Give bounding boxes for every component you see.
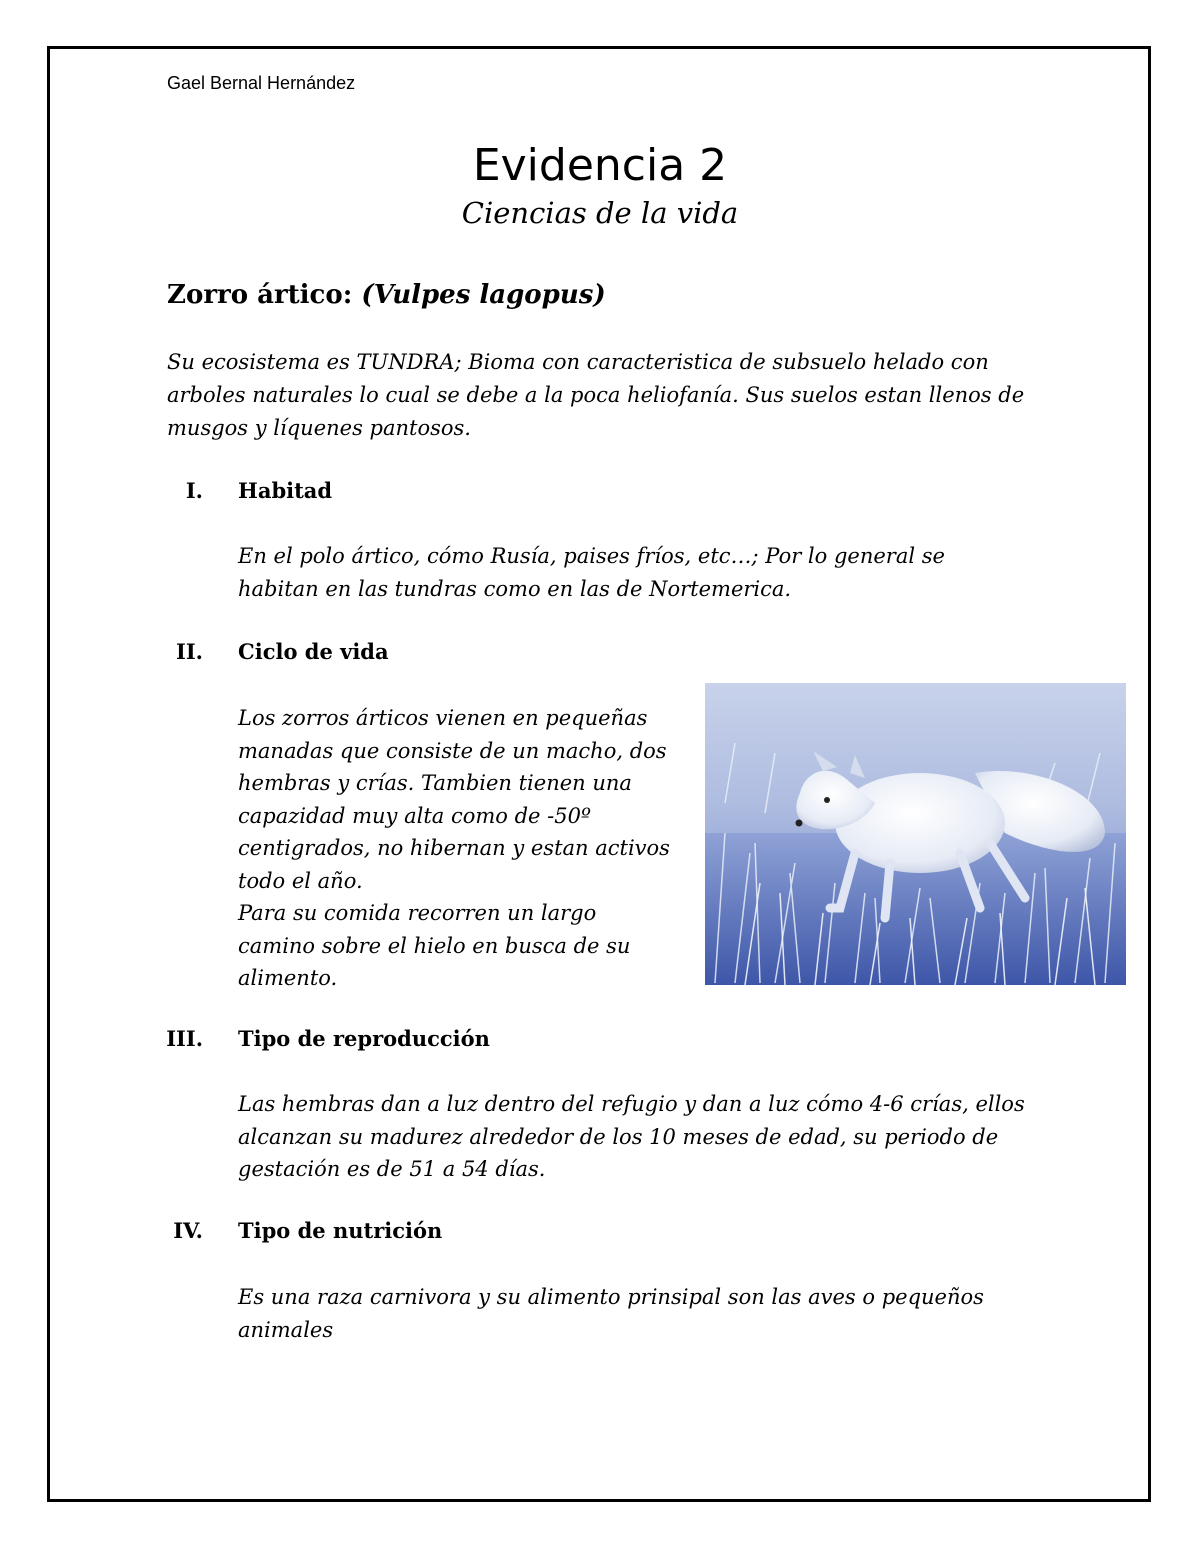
section-body-ciclo-de-vida: [238, 702, 678, 995]
section-body-habitad: En el polo ártico, cómo Rusía, paises fríos, etc…; Por lo general se habitan en las tundras como en las de Nortemerica.: [238, 544, 945, 601]
section-title-habitad: Habitad: [238, 478, 333, 503]
section-title-ciclo-de-vida: Ciclo de vida: [238, 639, 389, 664]
section-body-nutricion: Es una raza carnivora y su alimento prinsipal son las aves o pequeños animales: [238, 1285, 984, 1342]
ciclo-paragraph-1: Los zorros árticos vienen en pequeñas manadas que consiste de un macho, dos hembras y crías. Tambien tienen una capazidad muy alta como de -50º centigrados, no hibernan y estan activos todo el año.: [238, 706, 670, 893]
species-heading: [167, 280, 606, 310]
document-title: Evidencia 2: [472, 140, 728, 191]
species-common-name: Zorro ártico:: [167, 280, 353, 310]
section-title-nutricion: Tipo de nutrición: [238, 1218, 443, 1243]
arctic-fox-photo: [705, 683, 1126, 985]
section-title-reproduccion: Tipo de reproducción: [238, 1026, 490, 1051]
intro-paragraph: Su ecosistema es TUNDRA; Bioma con caracteristica de subsuelo helado con arboles naturales lo cual se debe a la poca heliofanía. Sus suelos estan llenos de musgos y líquenes pantosos.: [167, 350, 1025, 440]
section-body-reproduccion: Las hembras dan a luz dentro del refugio y dan a luz cómo 4-6 crías, ellos alcanzan su madurez alrededor de los 10 meses de edad, su periodo de gestación es de 51 a 54 días.: [238, 1092, 1025, 1181]
document-subtitle: Ciencias de la vida: [461, 196, 739, 230]
arctic-fox-illustration: [705, 683, 1126, 985]
ciclo-paragraph-2: Para su comida recorren un largo camino sobre el hielo en busca de su alimento.: [238, 901, 631, 990]
section-number: II.: [176, 639, 203, 664]
section-number: IV.: [173, 1218, 203, 1243]
author-name: Gael Bernal Hernández: [167, 73, 356, 93]
species-scientific-name: (Vulpes lagopus): [361, 280, 606, 310]
section-number: I.: [185, 478, 203, 503]
section-number: III.: [166, 1026, 203, 1051]
